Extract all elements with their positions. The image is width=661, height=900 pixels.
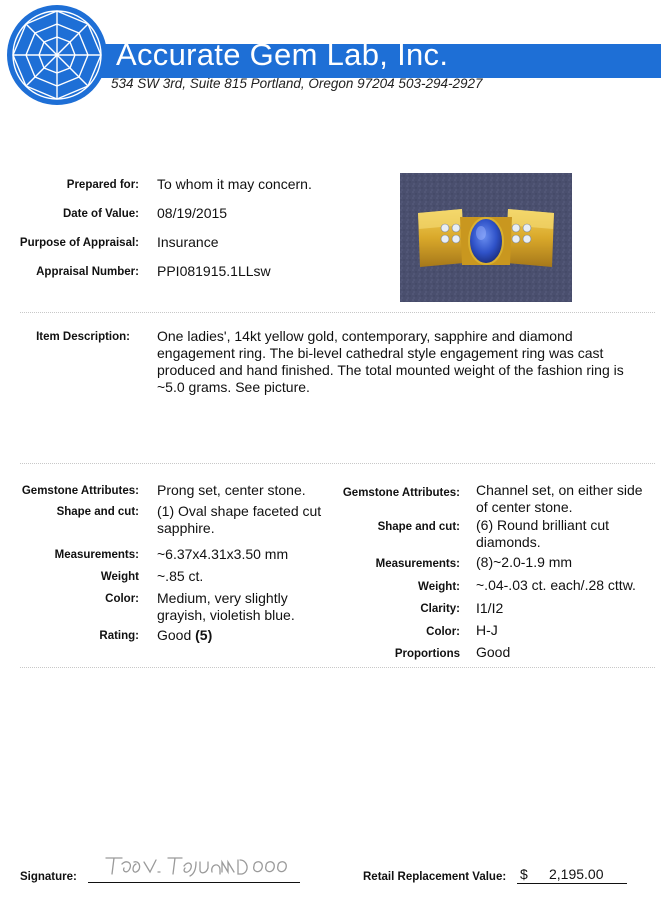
- side-clarity-label: Clarity:: [420, 603, 460, 615]
- date-of-value: 08/19/2015: [157, 205, 228, 221]
- side-shape-label: Shape and cut:: [377, 521, 460, 533]
- item-description: One ladies', 14kt yellow gold, contemporary, sapphire and diamond engagement ring. The bi-level cathedral style engagement ring was cast produced and hand finished. The total mounted weight of the fashion ring is ~5.0 grams. See picture.: [157, 328, 624, 395]
- appraisal-number: PPI081915.1LLsw: [157, 263, 271, 279]
- center-rating: [157, 627, 212, 644]
- center-color: Medium, very slightly grayish, violetish blue.: [157, 590, 295, 623]
- center-color-label: Color:: [105, 593, 139, 605]
- side-proportions: Good: [476, 644, 511, 660]
- center-measurements: ~6.37x4.31x3.50 mm: [157, 546, 289, 562]
- side-measurements: (8)~2.0-1.9 mm: [476, 554, 573, 570]
- ring-photo: [400, 173, 572, 302]
- item-description-label: Item Description:: [36, 331, 130, 343]
- center-weight-label: Weight: [100, 571, 139, 583]
- center-rating-value: Good: [157, 627, 192, 643]
- center-shape-label: Shape and cut:: [56, 506, 139, 518]
- center-attributes-label: Gemstone Attributes:: [21, 485, 139, 497]
- replacement-value-line: [517, 883, 627, 884]
- side-shape: (6) Round brilliant cut diamonds.: [476, 517, 610, 550]
- center-attributes: Prong set, center stone.: [157, 482, 306, 498]
- date-of-value-label: Date of Value:: [62, 208, 139, 220]
- currency-symbol: $: [520, 866, 528, 882]
- replacement-value-label: Retail Replacement Value:: [363, 871, 507, 883]
- side-proportions-label: Proportions: [394, 648, 460, 660]
- signature-line: [88, 882, 300, 883]
- purpose-value: Insurance: [157, 234, 219, 250]
- center-rating-score: (5): [195, 627, 213, 643]
- prepared-for-label: Prepared for:: [66, 179, 139, 191]
- center-shape: (1) Oval shape faceted cut sapphire.: [157, 503, 322, 536]
- center-rating-label: Rating:: [99, 630, 139, 642]
- company-address: 534 SW 3rd, Suite 815 Portland, Oregon 97204 503-294-2927: [111, 76, 483, 91]
- signature-label: Signature:: [20, 871, 77, 883]
- side-weight-label: Weight:: [418, 581, 460, 593]
- center-measurements-label: Measurements:: [54, 549, 139, 561]
- side-attributes: Channel set, on either side of center stone.: [476, 482, 643, 515]
- side-weight: ~.04-.03 ct. each/.28 cttw.: [476, 577, 636, 593]
- side-color-label: Color:: [426, 626, 460, 638]
- side-measurements-label: Measurements:: [375, 558, 460, 570]
- divider: [20, 667, 655, 668]
- appraisal-number-label: Appraisal Number:: [36, 266, 139, 278]
- gem-facet-logo-icon: [6, 4, 108, 106]
- side-attributes-label: Gemstone Attributes:: [342, 487, 460, 499]
- handwritten-signature: [100, 848, 300, 880]
- prepared-for-value: To whom it may concern.: [157, 176, 312, 192]
- center-weight: ~.85 ct.: [157, 568, 204, 584]
- replacement-value: 2,195.00: [549, 866, 604, 882]
- company-name: Accurate Gem Lab, Inc.: [116, 37, 449, 72]
- purpose-label: Purpose of Appraisal:: [19, 237, 139, 249]
- divider: [20, 312, 655, 313]
- divider: [20, 463, 655, 464]
- side-clarity: I1/I2: [476, 600, 504, 616]
- side-color: H-J: [476, 622, 498, 638]
